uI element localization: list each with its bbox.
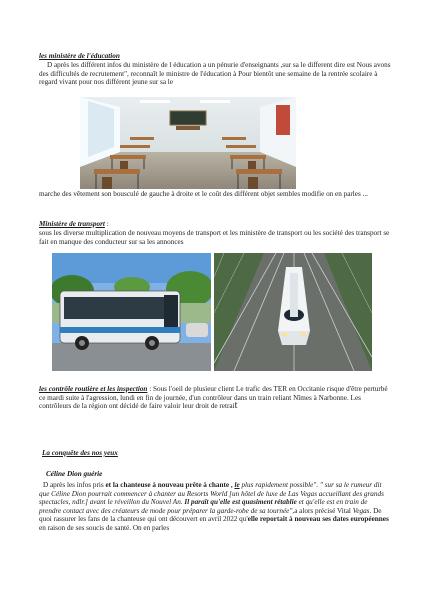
- celine-text-2-bold: et la chanteuse à nouveau prête à chante ,: [105, 481, 235, 489]
- celine-text-5-bold-italic: Il paraît qu'elle est quasiment rétablie: [184, 498, 297, 507]
- celine-text-3: le: [234, 481, 240, 489]
- controle-last-char: t: [234, 400, 238, 412]
- celine-paragraph: [39, 481, 391, 533]
- celine-text-1: D après les infos pris: [43, 481, 106, 489]
- controle-text: : Sous l'oeil de plusieur client Le trafic des TER en Occitanie risque d'être perturbé ce mardi suite à l'agression, lundi en fin de journée, d'un contrôleur dans un train reliant Nîmes à Narbonne. Les contrôleurs de la région ont décidé de faire valoir leur droit de retrai: [39, 385, 388, 411]
- celine-text-7: a alors précisé Vital: [294, 506, 353, 515]
- celine-text-6-italic: et qu'elle est en train de prendre contact avec des créateurs de mode pour préparer la garde-robe de sa tournée",: [39, 498, 368, 515]
- controle-paragraph: [39, 385, 391, 411]
- bus-photo: [52, 253, 211, 371]
- train-photo: [214, 253, 372, 371]
- transport-heading-suffix: :: [104, 220, 109, 228]
- transport-intro-paragraph: sous les diverse multiplication de nouveau moyens de transport et les ministère de transport ou les société des transport se fait en manque des conducteur sur sa les annonces: [39, 229, 390, 246]
- celine-text-9: . De quoi rassurer les fans de la chanteuse qui ont découvert en avril 2022 qu': [39, 506, 382, 524]
- education-after-paragraph: marche des vêtement son bousculé de gauche à droite et le coût des différent objet sembles modifie on en parles ...: [39, 190, 368, 198]
- celine-text-4-italic: plus rapidement possible". " sur sa le rumeur dit que Céline Dion pourrait commencer à chanter au Resorts World [un hôtel de luxe de Las Vegas accueillant des grands spectacles, ndlr.] avant le réveillon du Nouvel An.: [39, 481, 384, 507]
- section-heading-education: les ministère de l'éducation: [39, 52, 120, 60]
- celine-text-11: en raison de ses soucis de santé. On en parles: [39, 523, 170, 532]
- transport-heading-line: [39, 220, 109, 229]
- celine-heading: Céline Dion guérie: [46, 470, 103, 478]
- education-intro-paragraph: D après les différent infos du ministère de l éducation a un pénurie d'enseignants ,sur sa le different dire est Nous avons des difficultés de recrutement", reconnaît le ministre de l'éducation à Pour bientôt une semaine de la rentrée scolaire à regard vivant pour nos différent jeune sur sa le: [39, 61, 391, 87]
- section-heading-yeux: La conquête des nos yeux: [42, 449, 118, 457]
- section-heading-controle: les contrôle routière et les inspection: [39, 385, 148, 393]
- celine-text-10-bold: elle reportait à nouveau ses dates européennes: [247, 515, 389, 524]
- section-heading-transport: Ministère de transport: [39, 220, 105, 228]
- celine-text-8-italic: Vegas: [352, 506, 370, 515]
- classroom-photo: [80, 97, 296, 189]
